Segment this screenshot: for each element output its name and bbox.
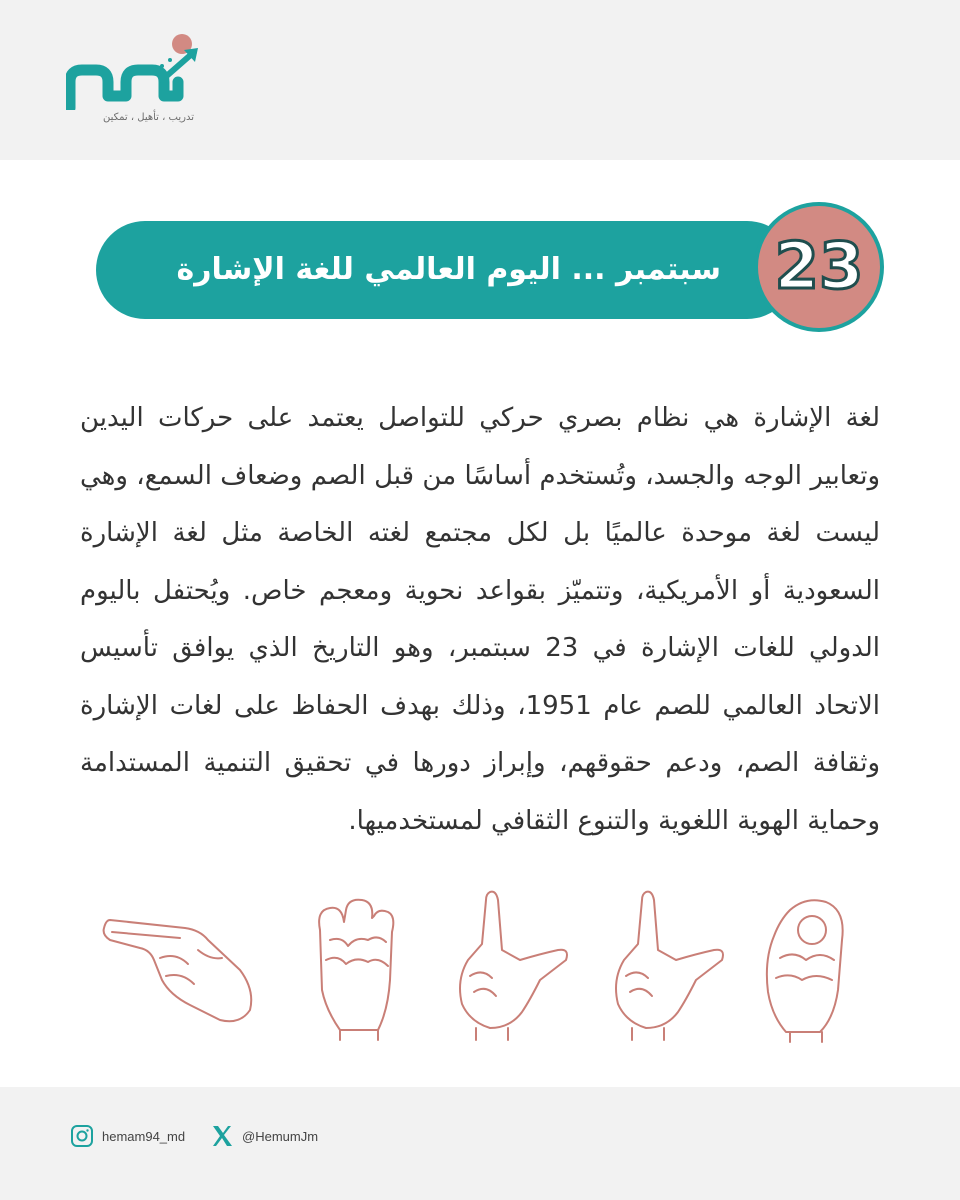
x-logo-icon xyxy=(210,1124,234,1148)
page-title: سبتمبر ... اليوم العالمي للغة الإشارة xyxy=(176,252,721,287)
hand-sign-l xyxy=(616,892,723,1040)
sign-language-hands-illustration xyxy=(90,880,870,1050)
brand-logo xyxy=(66,30,206,130)
x-link[interactable] xyxy=(210,1123,318,1149)
date-badge xyxy=(754,202,884,332)
instagram-handle: hemam94_md xyxy=(102,1128,186,1144)
article-paragraph: لغة الإشارة هي نظام بصري حركي للتواصل يعتمد على حركات اليدين وتعابير الوجه والجسد، وتُستخدم أساسًا من قبل الصم وضعاف السمع، وهي ليست لغة موحدة عالميًا بل لكل مجتمع لغته الخاصة مثل لغة الإشارة السعودية أو الأمريكية، وتتميّز بقواعد نحوية ومعجم خاص. ويُحتفل باليوم الدولي للغات الإشارة في 23 سبتمبر، وهو التاريخ الذي يوافق تأسيس الاتحاد العالمي للصم عام 1951، وذلك بهدف الحفاظ على لغات الإشارة وثقافة الصم، ودعم حقوقهم، وإبراز دورها في تحقيق التنمية المستدامة وحماية الهوية اللغوية والتنوع الثقافي لمستخدميها. xyxy=(80,403,880,836)
brand-logo-mark xyxy=(66,30,206,110)
title-banner xyxy=(96,221,796,319)
x-handle: @HemumJm xyxy=(242,1128,319,1144)
hand-sign-h xyxy=(104,920,252,1021)
hand-sign-m xyxy=(319,900,393,1040)
date-number: 23 xyxy=(774,230,864,304)
hand-sign-a xyxy=(767,900,843,1042)
brand-tagline: تدريب ، تأهيل ، تمكين xyxy=(102,112,194,123)
hand-sign-l xyxy=(460,892,567,1040)
instagram-icon xyxy=(70,1124,94,1148)
instagram-link[interactable] xyxy=(70,1123,185,1149)
